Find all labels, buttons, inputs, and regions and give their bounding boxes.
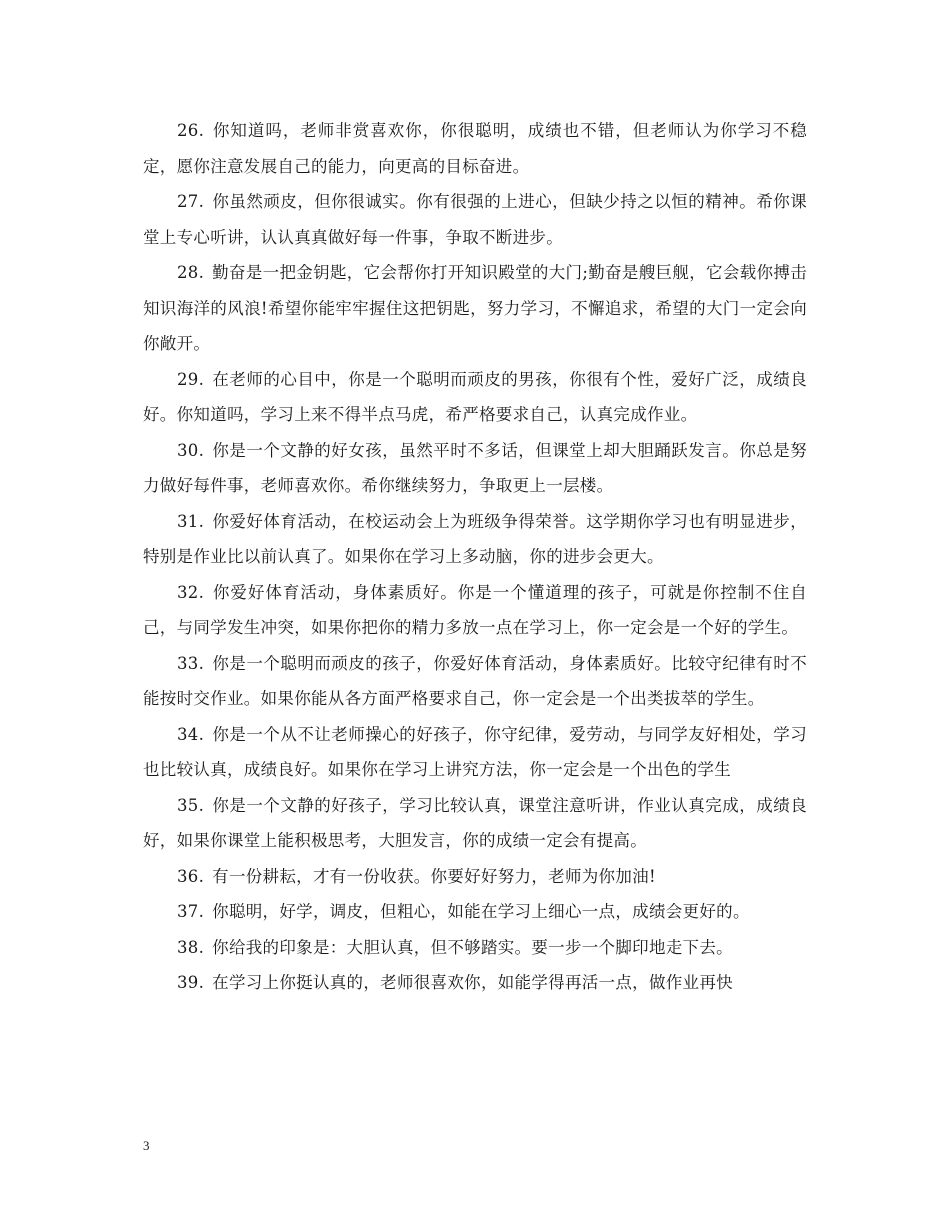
paragraph-33: [143, 646, 807, 717]
paragraph-32: [143, 575, 807, 646]
paragraph-37: [143, 894, 807, 930]
paragraph-number: 39.: [177, 973, 205, 992]
paragraph-text: 在学习上你挺认真的，老师很喜欢你，如能学得再活一点，做作业再快: [212, 973, 733, 992]
paragraph-number: 30.: [177, 440, 205, 460]
paragraph-text: 勤奋是一把金钥匙，它会帮你打开知识殿堂的大门;勤奋是艘巨舰，它会载你搏击知识海洋的风浪!希望你能牢牢握住这把钥匙，努力学习，不懈追求，希望的大门一定会向你敞开。: [143, 263, 807, 353]
paragraph-number: 28.: [177, 263, 205, 282]
paragraph-text: 你爱好体育活动，身体素质好。你是一个懂道理的孩子，可就是你控制不住自己，与同学发生冲突，如果你把你的精力多放一点在学习上，你一定会是一个好的学生。: [143, 582, 807, 637]
paragraph-number: 38.: [177, 937, 205, 957]
paragraph-38: [143, 930, 807, 966]
paragraph-number: 27.: [177, 192, 205, 211]
paragraph-number: 31.: [177, 511, 205, 531]
paragraph-number: 32.: [177, 582, 205, 602]
paragraph-number: 37.: [177, 902, 205, 921]
paragraph-text: 你知道吗，老师非赏喜欢你，你很聪明，成绩也不错，但老师认为你学习不稳定，愿你注意发展自己的能力，向更高的目标奋进。: [143, 121, 807, 176]
paragraph-number: 26.: [177, 121, 205, 140]
paragraph-text: 在老师的心目中，你是一个聪明而顽皮的男孩，你很有个性，爱好广泛，成绩良好。你知道吗，学习上来不得半点马虎，希严格要求自己，认真完成作业。: [143, 369, 807, 424]
paragraph-text: 你爱好体育活动，在校运动会上为班级争得荣誉。这学期你学习也有明显进步，特别是作业比以前认真了。如果你在学习上多动脑，你的进步会更大。: [143, 511, 807, 566]
paragraph-text: 你聪明，好学，调皮，但粗心，如能在学习上细心一点，成绩会更好的。: [212, 902, 750, 921]
paragraph-text: 你是一个从不让老师操心的好孩子，你守纪律，爱劳动，与同学友好相处，学习也比较认真，成绩良好。如果你在学习上讲究方法，你一定会是一个出色的学生: [143, 724, 807, 779]
paragraph-30: [143, 433, 807, 504]
paragraph-35: [143, 788, 807, 859]
paragraph-number: 36.: [177, 866, 205, 886]
paragraph-26: [143, 113, 807, 184]
paragraph-number: 35.: [177, 795, 205, 815]
document-body: [143, 113, 807, 1001]
paragraph-27: [143, 184, 807, 255]
page-number: 3: [143, 1138, 150, 1153]
paragraph-39: [143, 965, 807, 1001]
paragraph-text: 你虽然顽皮，但你很诚实。你有很强的上进心，但缺少持之以恒的精神。希你课堂上专心听讲，认认真真做好每一件事，争取不断进步。: [143, 192, 807, 247]
paragraph-text: 你是一个文静的好孩子，学习比较认真，课堂注意听讲，作业认真完成，成绩良好，如果你课堂上能积极思考，大胆发言，你的成绩一定会有提高。: [143, 795, 807, 850]
paragraph-text: 你是一个文静的好女孩，虽然平时不多话，但课堂上却大胆踊跃发言。你总是努力做好每件事，老师喜欢你。希你继续努力，争取更上一层楼。: [143, 440, 807, 495]
paragraph-29: [143, 362, 807, 433]
paragraph-36: [143, 859, 807, 895]
paragraph-number: 33.: [177, 653, 205, 673]
paragraph-text: 你是一个聪明而顽皮的孩子，你爱好体育活动，身体素质好。比较守纪律有时不能按时交作业。如果你能从各方面严格要求自己，你一定会是一个出类拔萃的学生。: [143, 653, 807, 708]
paragraph-number: 34.: [177, 724, 205, 744]
paragraph-31: [143, 504, 807, 575]
paragraph-number: 29.: [177, 369, 205, 389]
paragraph-28: [143, 255, 807, 362]
paragraph-text: 你给我的印象是：大胆认真，但不够踏实。要一步一个脚印地走下去。: [212, 937, 733, 957]
paragraph-34: [143, 717, 807, 788]
paragraph-text: 有一份耕耘，才有一份收获。你要好好努力，老师为你加油!: [212, 866, 656, 886]
